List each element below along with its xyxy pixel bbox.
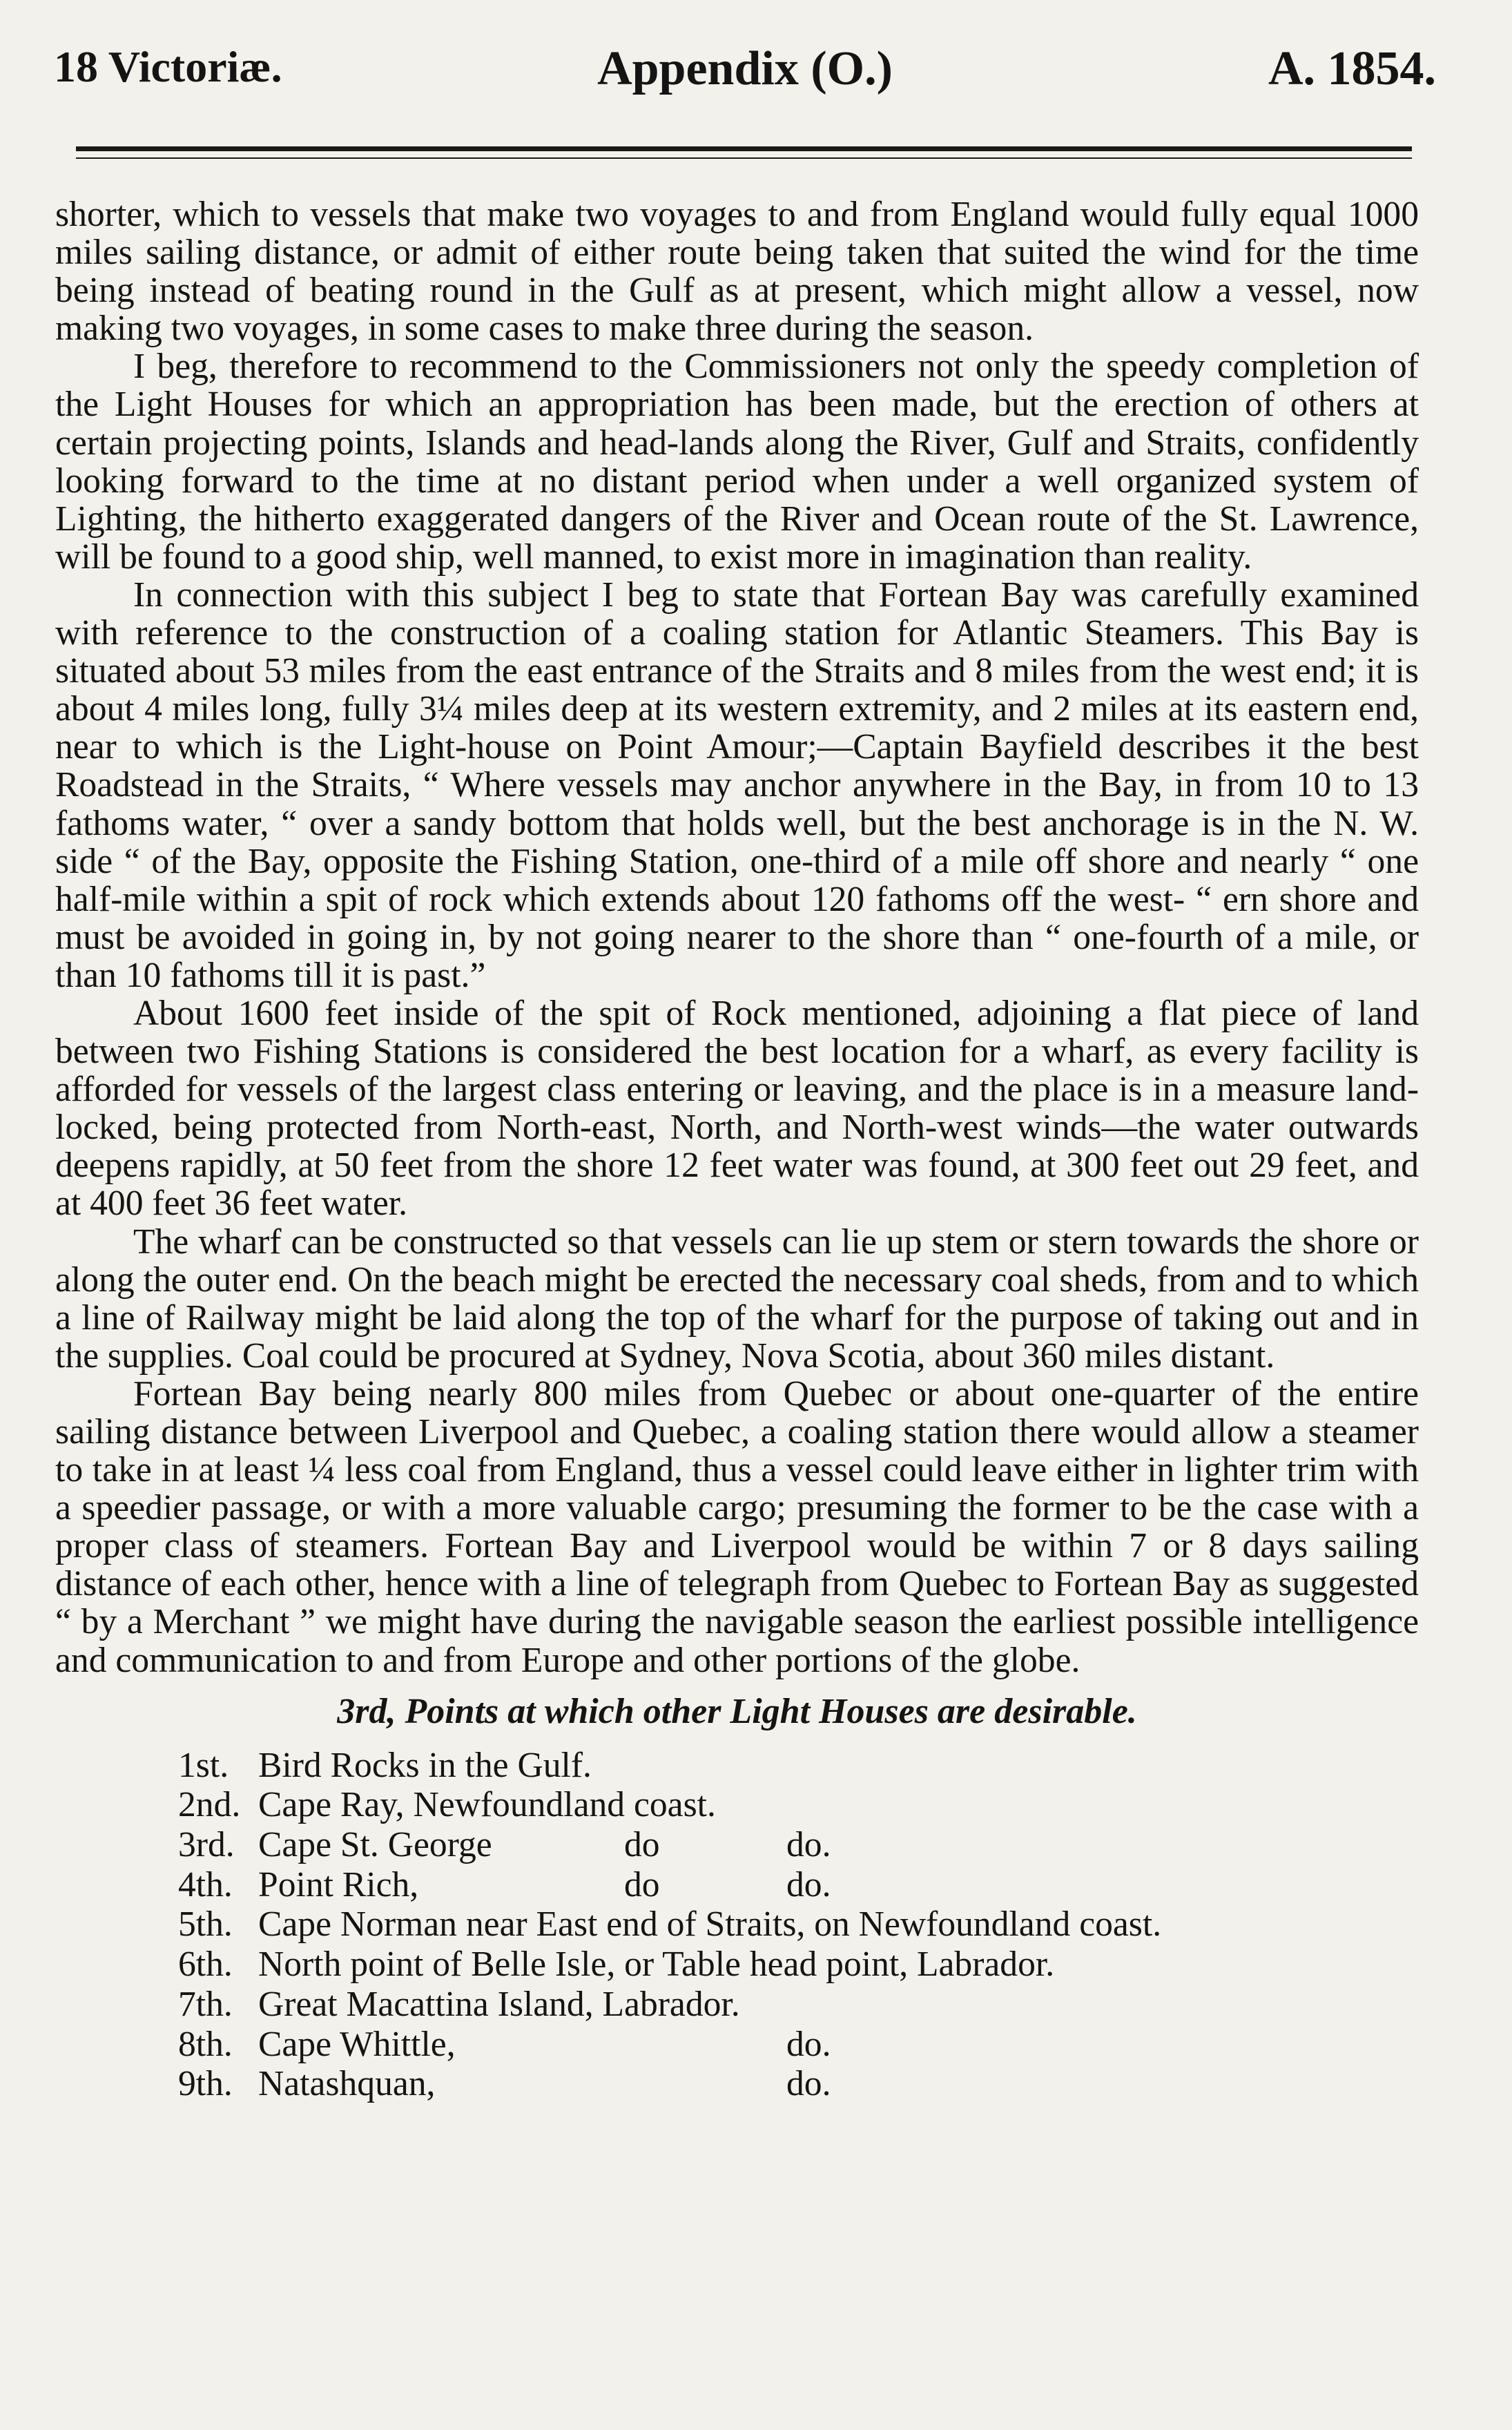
list-item (178, 1905, 1419, 1945)
page-header (54, 41, 1436, 110)
list-item (178, 2064, 1419, 2104)
list-place: Point Rich, (258, 1864, 419, 1905)
paragraph-4: About 1600 feet inside of the spit of Rock mentioned, adjoining a flat piece of land between two Fishing Stations is considered the best location for a wharf, as every facility is afforded for vessels of the largest class entering or leaving, and the place is in a measure land-locked, being protected from North-east, North, and North-west winds—the water outwards deepens rapidly, at 50 feet from the shore 12 feet water was found, at 300 feet out 29 feet, and at 400 feet 36 feet water. (55, 993, 1419, 1224)
header-regnal-year: 18 Victoriæ. (54, 42, 282, 91)
list-ditto: do. (786, 2024, 831, 2064)
list-item (178, 1865, 1419, 1905)
list-ordinal: 4th. (178, 1864, 233, 1905)
lighthouse-list (55, 1746, 1419, 2104)
paragraph-1: shorter, which to vessels that make two voyages to and from England would fully equal 1000 miles sailing distance, or admit of either route being taken that suited the wind for the time being instead of beating round in the Gulf as at present, which might allow a vessel, now making two voyages, in some cases to make three during the season. (55, 195, 1419, 349)
list-text: Cape Norman near East end of Straits, on Newfoundland coast. (258, 1905, 1162, 1945)
list-text: Cape Ray, Newfoundland coast. (258, 1785, 716, 1825)
list-ditto: do. (786, 1825, 831, 1865)
list-ordinal: 6th. (178, 1945, 233, 1985)
list-text: Bird Rocks in the Gulf. (258, 1745, 592, 1785)
list-ordinal: 3rd. (178, 1825, 235, 1865)
list-item (178, 1945, 1419, 1985)
list-ordinal: 7th. (178, 1984, 233, 2024)
list-ordinal: 9th. (178, 2064, 233, 2104)
list-ordinal: 2nd. (178, 1785, 241, 1825)
paragraph-2: I beg, therefore to recommend to the Commissioners not only the speedy completion of the Light Houses for which an appropriation has been made, but the erection of others at certain projecting points, Islands and head-lands along the River, Gulf and Straits, confidently looking forward to the time at no distant period when under a well organized system of Lighting, the hitherto exaggerated dangers of the River and Ocean route of the St. Lawrence, will be found to a good ship, well manned, to exist more in imagination than reality. (55, 347, 1419, 577)
list-item (178, 1746, 1419, 1786)
list-place: Cape Whittle, (258, 2024, 456, 2064)
list-ditto: do. (786, 2064, 831, 2104)
header-rule-thick (76, 146, 1412, 151)
list-text: North point of Belle Isle, or Table head point, Labrador. (258, 1945, 1055, 1985)
list-ordinal: 1st. (178, 1745, 229, 1785)
list-ditto-blank (624, 2025, 786, 2065)
list-item (178, 1785, 1419, 1825)
list-item (178, 1985, 1419, 2025)
header-rule-thin (76, 157, 1412, 159)
list-ditto: do. (786, 1864, 831, 1905)
list-place: Natashquan, (258, 2064, 436, 2104)
list-item (178, 2025, 1419, 2065)
list-item (178, 1825, 1419, 1865)
list-ditto: do (624, 1825, 660, 1865)
header-appendix: Appendix (O.) (597, 42, 893, 95)
list-place: Cape St. George (258, 1825, 492, 1865)
list-ditto-blank (624, 2064, 786, 2104)
paragraph-5: The wharf can be constructed so that vessels can lie up stem or stern towards the shore or along the outer end. On the beach might be erected the necessary coal sheds, from and to which a line of Railway might be laid along the top of the wharf for the purpose of taking out and in the supplies. Coal could be procured at Sydney, Nova Scotia, about 360 miles distant. (55, 1222, 1419, 1376)
list-ordinal: 5th. (178, 1905, 233, 1945)
list-ordinal: 8th. (178, 2024, 233, 2064)
paragraph-3: In connection with this subject I beg to state that Fortean Bay was carefully examined with reference to the construction of a coaling station for Atlantic Steamers. This Bay is situated about 53 miles from the east entrance of the Straits and 8 miles from the west end; it is about 4 miles long, fully 3¼ miles deep at its western extremity, and 2 miles at its eastern end, near to which is the Light-house on Point Amour;—Captain Bayfield describes it the best Roadstead in the Straits, “ Where vessels may anchor anywhere in the Bay, in from 10 to 13 fathoms water, “ over a sandy bottom that holds well, but the best anchorage is in the N. W. side “ of the Bay, opposite the Fishing Station, one-third of a mile off shore and nearly “ one half-mile within a spit of rock which extends about 120 fathoms off the west- “ ern shore and must be avoided in going in, by not going nearer to the shore than “ one-fourth of a mile, or than 10 fathoms till it is past.” (55, 575, 1419, 995)
paragraph-6: Fortean Bay being nearly 800 miles from Quebec or about one-quarter of the entire sailing distance between Liverpool and Quebec, a coaling station there would allow a steamer to take in at least ¼ less coal from England, thus a vessel could leave either in lighter trim with a speedier passage, or with a more valuable cargo; presuming the former to be the case with a proper class of steamers. Fortean Bay and Liverpool would be within 7 or 8 days sailing distance of each other, hence with a line of telegraph from Quebec to Fortean Bay as suggested “ by a Merchant ” we might have during the navigable season the earliest possible intelligence and communication to and from Europe and other portions of the globe. (55, 1373, 1419, 1680)
list-text: Great Macattina Island, Labrador. (258, 1984, 740, 2024)
header-year: A. 1854. (1268, 42, 1436, 95)
document-body (55, 195, 1419, 2104)
list-ditto: do (624, 1864, 660, 1905)
section-heading: 3rd, Points at which other Light Houses are desirable. (337, 1691, 1137, 1731)
